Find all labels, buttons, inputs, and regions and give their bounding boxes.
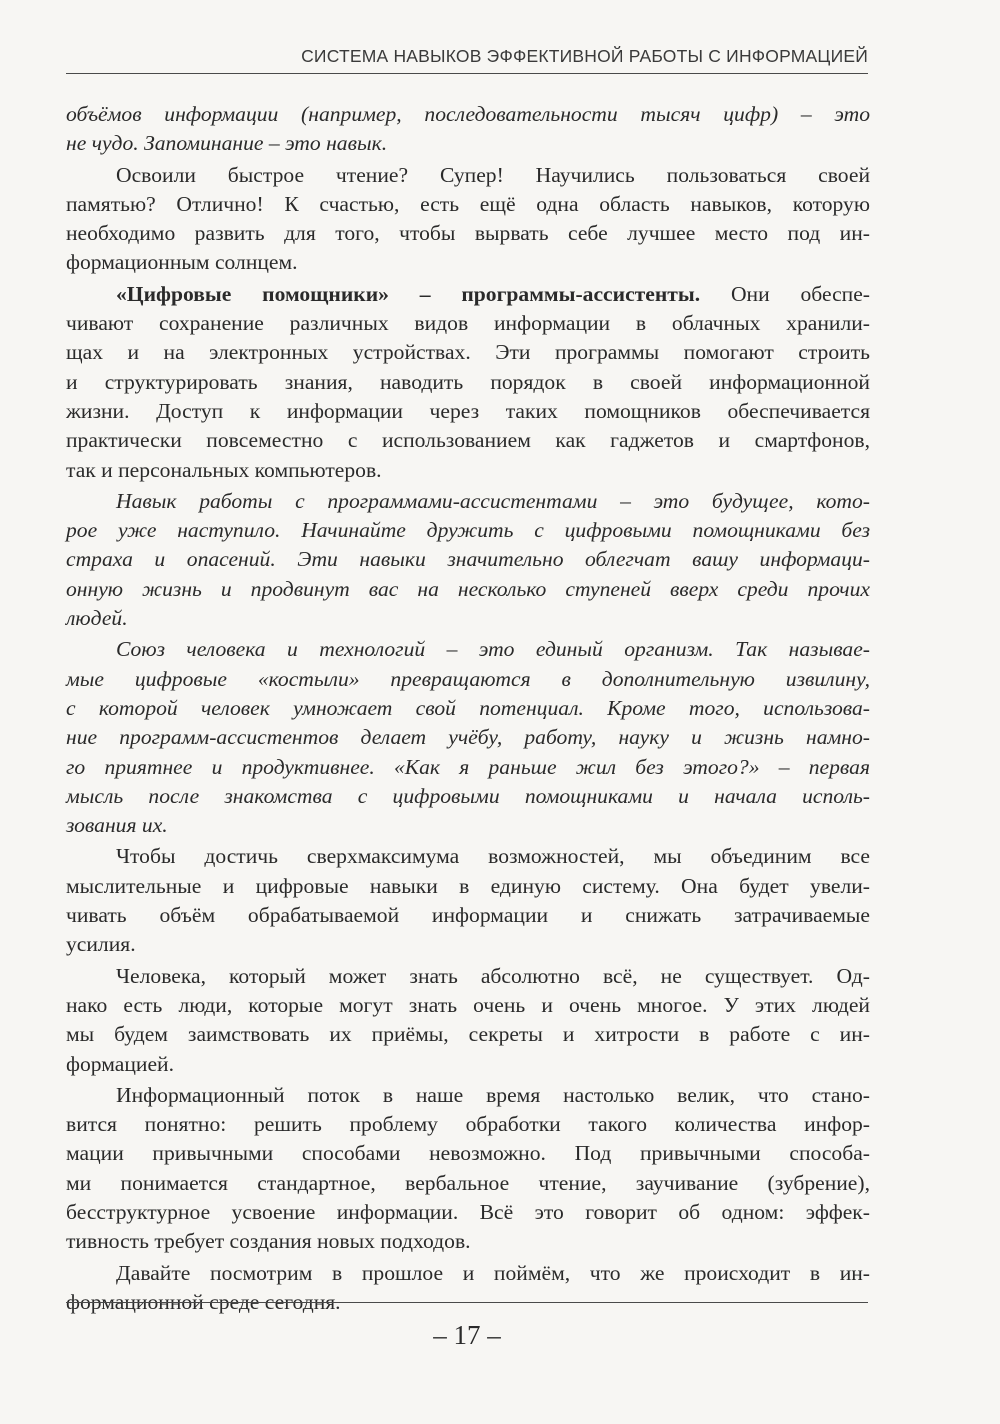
paragraph bbox=[66, 280, 870, 485]
text-line: формационным солнцем. bbox=[66, 250, 298, 275]
text-line: мыслительные и цифровые навыки в единую систему. Она будет увели- bbox=[66, 873, 870, 898]
body-text bbox=[66, 100, 870, 1319]
paragraph bbox=[66, 962, 870, 1079]
paragraph bbox=[66, 635, 870, 840]
paragraph bbox=[66, 1259, 870, 1318]
text-line: ми понимается стандартное, вербальное чтение, заучивание (зубрение), bbox=[66, 1170, 870, 1195]
text-line: с которой человек умножает свой потенциал. Кроме того, использова- bbox=[66, 695, 870, 720]
text-line: памятью? Отлично! К счастью, есть ещё одна область навыков, которую bbox=[66, 191, 870, 216]
text-line: онную жизнь и продвинут вас на несколько ступеней вверх среди прочих bbox=[66, 576, 870, 601]
text-line: формацией. bbox=[66, 1051, 175, 1076]
text-line: мые цифровые «костыли» превращаются в дополнительную извилину, bbox=[66, 666, 870, 691]
paragraph bbox=[66, 161, 870, 278]
paragraph bbox=[66, 100, 870, 159]
paragraph bbox=[66, 842, 870, 959]
text-line: ние программ-ассистентов делает учёбу, работу, науку и жизнь намно- bbox=[66, 725, 870, 750]
running-title: СИСТЕМА НАВЫКОВ ЭФФЕКТИВНОЙ РАБОТЫ С ИНФОРМАЦИЕЙ bbox=[301, 46, 868, 66]
text-line: необходимо развить для того, чтобы вырвать себе лучшее место под ин- bbox=[66, 221, 870, 246]
text-line: рое уже наступило. Начинайте дружить с цифровыми помощниками без bbox=[66, 518, 870, 543]
text-line: вится понятно: решить проблему обработки такого количества инфор- bbox=[66, 1112, 870, 1137]
footer-rule bbox=[66, 1302, 868, 1303]
text-line: объёмов информации (например, последовательности тысяч цифр) – это bbox=[66, 102, 870, 126]
text-line: людей. bbox=[66, 606, 128, 631]
text-line: го приятнее и продуктивнее. «Как я раньше жил без этого?» – первая bbox=[66, 754, 870, 779]
text-line: Навык работы с программами-ассистентами – это будущее, кото- bbox=[116, 488, 870, 513]
text-line: чивают сохранение различных видов информации в облачных хранили- bbox=[66, 311, 870, 336]
text-line: нако есть люди, которые могут знать очень и очень многое. У этих людей bbox=[66, 992, 870, 1017]
bold-lead: «Цифровые помощники» – программы-ассистенты. bbox=[116, 281, 701, 306]
text-line: Информационный поток в наше время настолько велик, что стано- bbox=[116, 1082, 870, 1107]
text-line: Освоили быстрое чтение? Супер! Научились пользоваться своей bbox=[116, 162, 870, 187]
text-line: мации привычными способами невозможно. Под привычными способа- bbox=[66, 1141, 870, 1166]
text-line: бесструктурное усвоение информации. Всё это говорит об одном: эффек- bbox=[66, 1199, 870, 1224]
page-number: – 17 – bbox=[433, 1320, 501, 1350]
header-rule bbox=[66, 73, 868, 74]
paragraph bbox=[66, 1081, 870, 1257]
text-line: жизни. Доступ к информации через таких помощников обеспечивается bbox=[66, 398, 870, 423]
text-line: формационной среде сегодня. bbox=[66, 1289, 341, 1314]
text-line: мы будем заимствовать их приёмы, секреты и хитрости в работе с ин- bbox=[66, 1022, 870, 1047]
text-line: так и персональных компьютеров. bbox=[66, 457, 382, 482]
text-line: усилия. bbox=[66, 932, 136, 957]
text-line: страха и опасений. Эти навыки значительно облегчат вашу информаци- bbox=[66, 547, 870, 572]
text-line: не чудо. Запоминание – это навык. bbox=[66, 131, 388, 156]
text-line: чивать объём обрабатываемой информации и снижать затрачиваемые bbox=[66, 903, 870, 928]
text-line: Человека, который может знать абсолютно всё, не существует. Од- bbox=[116, 963, 870, 988]
text-line: щах и на электронных устройствах. Эти программы помогают строить bbox=[66, 340, 870, 365]
text-line bbox=[116, 280, 870, 309]
lead-continuation: Они обеспе- bbox=[700, 281, 870, 306]
text-line: Чтобы достичь сверхмаксимума возможностей, мы объединим все bbox=[116, 844, 870, 869]
text-line: мысль после знакомства с цифровыми помощниками и начала исполь- bbox=[66, 783, 870, 808]
text-line: Союз человека и технологий – это единый организм. Так называе- bbox=[116, 637, 870, 662]
text-line: и структурировать знания, наводить порядок в своей информационной bbox=[66, 369, 870, 394]
paragraph bbox=[66, 487, 870, 633]
text-line: тивность требует создания новых подходов. bbox=[66, 1229, 471, 1254]
text-line: зования их. bbox=[66, 813, 168, 838]
text-line: Давайте посмотрим в прошлое и поймём, что же происходит в ин- bbox=[116, 1260, 870, 1285]
text-line: практически повсеместно с использованием как гаджетов и смартфонов, bbox=[66, 428, 870, 453]
